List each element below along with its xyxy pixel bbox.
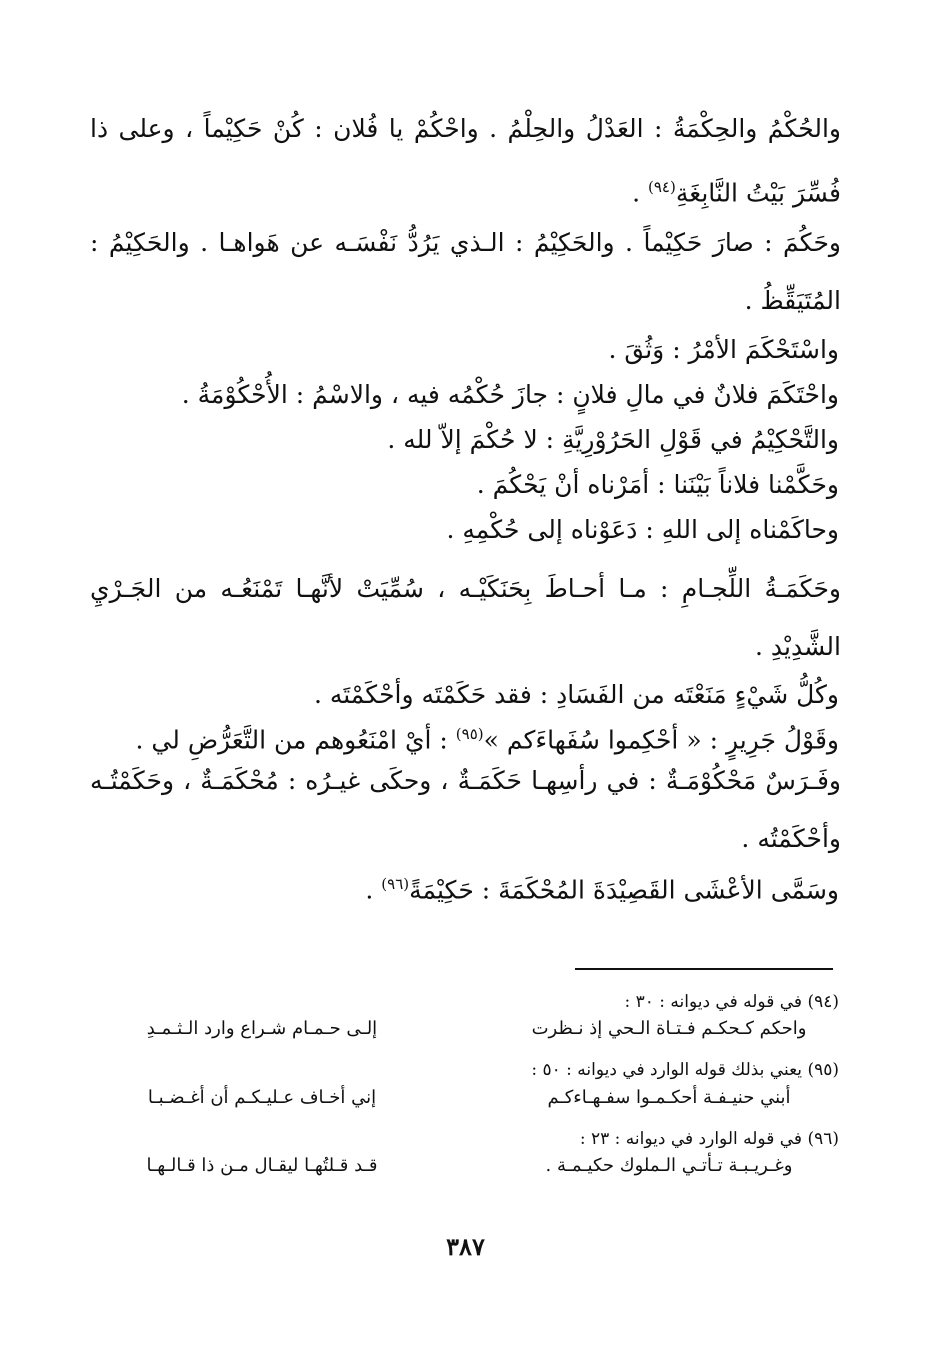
footnote-number: (٩٤): [807, 992, 839, 1012]
footnote-96-intro: [92, 1127, 839, 1151]
footnote-95-verse: [92, 1087, 839, 1115]
paragraph-text: والحُكْمُ والحِكْمَةُ : العَدْلُ والحِلْمُ . واحْكُمْ يا فُلان : كُنْ حَكِيْماً ، وعلى ذا فُسِّرَ بَيْتُ النَّابِغَةِ: [90, 114, 841, 208]
line-kull-shay: وكُلُّ شَيْءٍ مَنَعْتَه من الفَسَادِ : فقد حَكَمْتَه وأحْكَمْتَه .: [313, 680, 839, 709]
paragraph-hukm: [90, 100, 841, 222]
footnote-96-verse: [92, 1155, 839, 1183]
paragraph-hakuma: وحَكُمَ : صارَ حَكِيْماً . والحَكِيْمُ : الـذي يَرُدُّ نَفْسَـه عن هَواهـا . والحَكِيْمُ : المُتَيَقِّظُ .: [90, 228, 841, 315]
line-hakkamna: وحَكَّمْنا فلاناً بَيْنَنا : أمَرْناه أنْ يَحْكُمَ .: [476, 470, 839, 499]
footnote-text: في قوله في ديوانه : ٣٠ :: [624, 992, 803, 1012]
paragraph-hakamat-al-lijam: وحَكَمَـةُ اللِّجـامِ : مـا أحـاطَ بِحَنَكَيْـه ، سُمِّيَتْ لأنَّهـا تَمْنَعُـه من الجَـرْيِ الشَّدِيْدِ .: [90, 574, 841, 661]
footnote-text: في قوله الوارد في ديوانه : ٢٣ :: [579, 1129, 803, 1149]
verse-second-hemistich: قـد قـلتُهـا ليقـال مـن ذا قـالـهـا: [146, 1155, 378, 1176]
line-al-asha: [92, 875, 839, 904]
footnote-number: (٩٦): [807, 1129, 839, 1149]
footnote-number: (٩٥): [807, 1060, 839, 1080]
footnote-text: يعني بذلك قوله الوارد في ديوانه : ٥٠ :: [531, 1060, 803, 1080]
footnote-94-verse: [92, 1018, 839, 1046]
footnote-ref-95: (٩٥): [455, 725, 484, 743]
line-ihtakama: واحْتَكَمَ فلانٌ في مالِ فلانٍ : جازَ حُكْمُه فيه ، والاسْمُ : الأُحْكُوْمَةُ .: [181, 380, 839, 409]
verse-second-hemistich: إني أخـاف عـليـكـم أن أغـضـبـا: [147, 1087, 377, 1108]
line-text: وسَمَّى الأعْشَى القَصِيْدَةَ المُحْكَمَةَ : حَكِيْمَةً: [409, 875, 839, 905]
line-tahkim: والتَّحْكِيْمُ في قَوْلِ الحَرُوْرِيَّةِ : لا حُكْمَ إلاّ لله .: [387, 425, 839, 454]
line-end: .: [365, 875, 382, 905]
verse-first-hemistich: وغـريـبـة تـأتـي الـملوك حكيـمـة .: [545, 1155, 793, 1176]
line-qawl-jarir: [92, 725, 839, 754]
paragraph-faras: وفَـرَسٌ مَحْكُوْمَـةٌ : في رأسِهـا حَكَمَـةٌ ، وحكَى غيـرُه : مُحْكَمَـةٌ ، وحَكَمْتُـه وأحْكَمْتُه .: [90, 766, 841, 853]
verse-first-hemistich: واحكم كـحكـم فـتـاة الـحي إذ نـظرت: [531, 1018, 807, 1039]
line-istahkama: واسْتَحْكَمَ الأمْرُ : وَثُقَ .: [608, 335, 839, 364]
verse-second-hemistich: إلـى حـمـام شـراع وارد الـثـمـدِ: [146, 1018, 378, 1039]
footnote-94-intro: [92, 990, 839, 1014]
footnote-separator: [575, 968, 833, 970]
verse-first-hemistich: أبني حنيـفـة أحكـمـوا سفـهـاءكـم: [547, 1087, 791, 1108]
paragraph-end: .: [632, 178, 649, 208]
footnote-ref-94: (٩٤): [648, 178, 676, 196]
page-number: ٣٨٧: [446, 1232, 485, 1261]
footnote-ref-96: (٩٦): [381, 875, 410, 893]
quote-text: وقَوْلُ جَرِيرٍ : « أحْكِموا سُفَهاءَكم »: [483, 725, 839, 755]
line-hakamnah: وحاكَمْناه إلى اللهِ : دَعَوْناه إلى حُكْمِهِ .: [446, 515, 839, 544]
footnote-95-intro: [92, 1058, 839, 1082]
quote-explanation: : أيْ امْنَعُوهم من التَّعَرُّضِ لي .: [135, 725, 456, 755]
